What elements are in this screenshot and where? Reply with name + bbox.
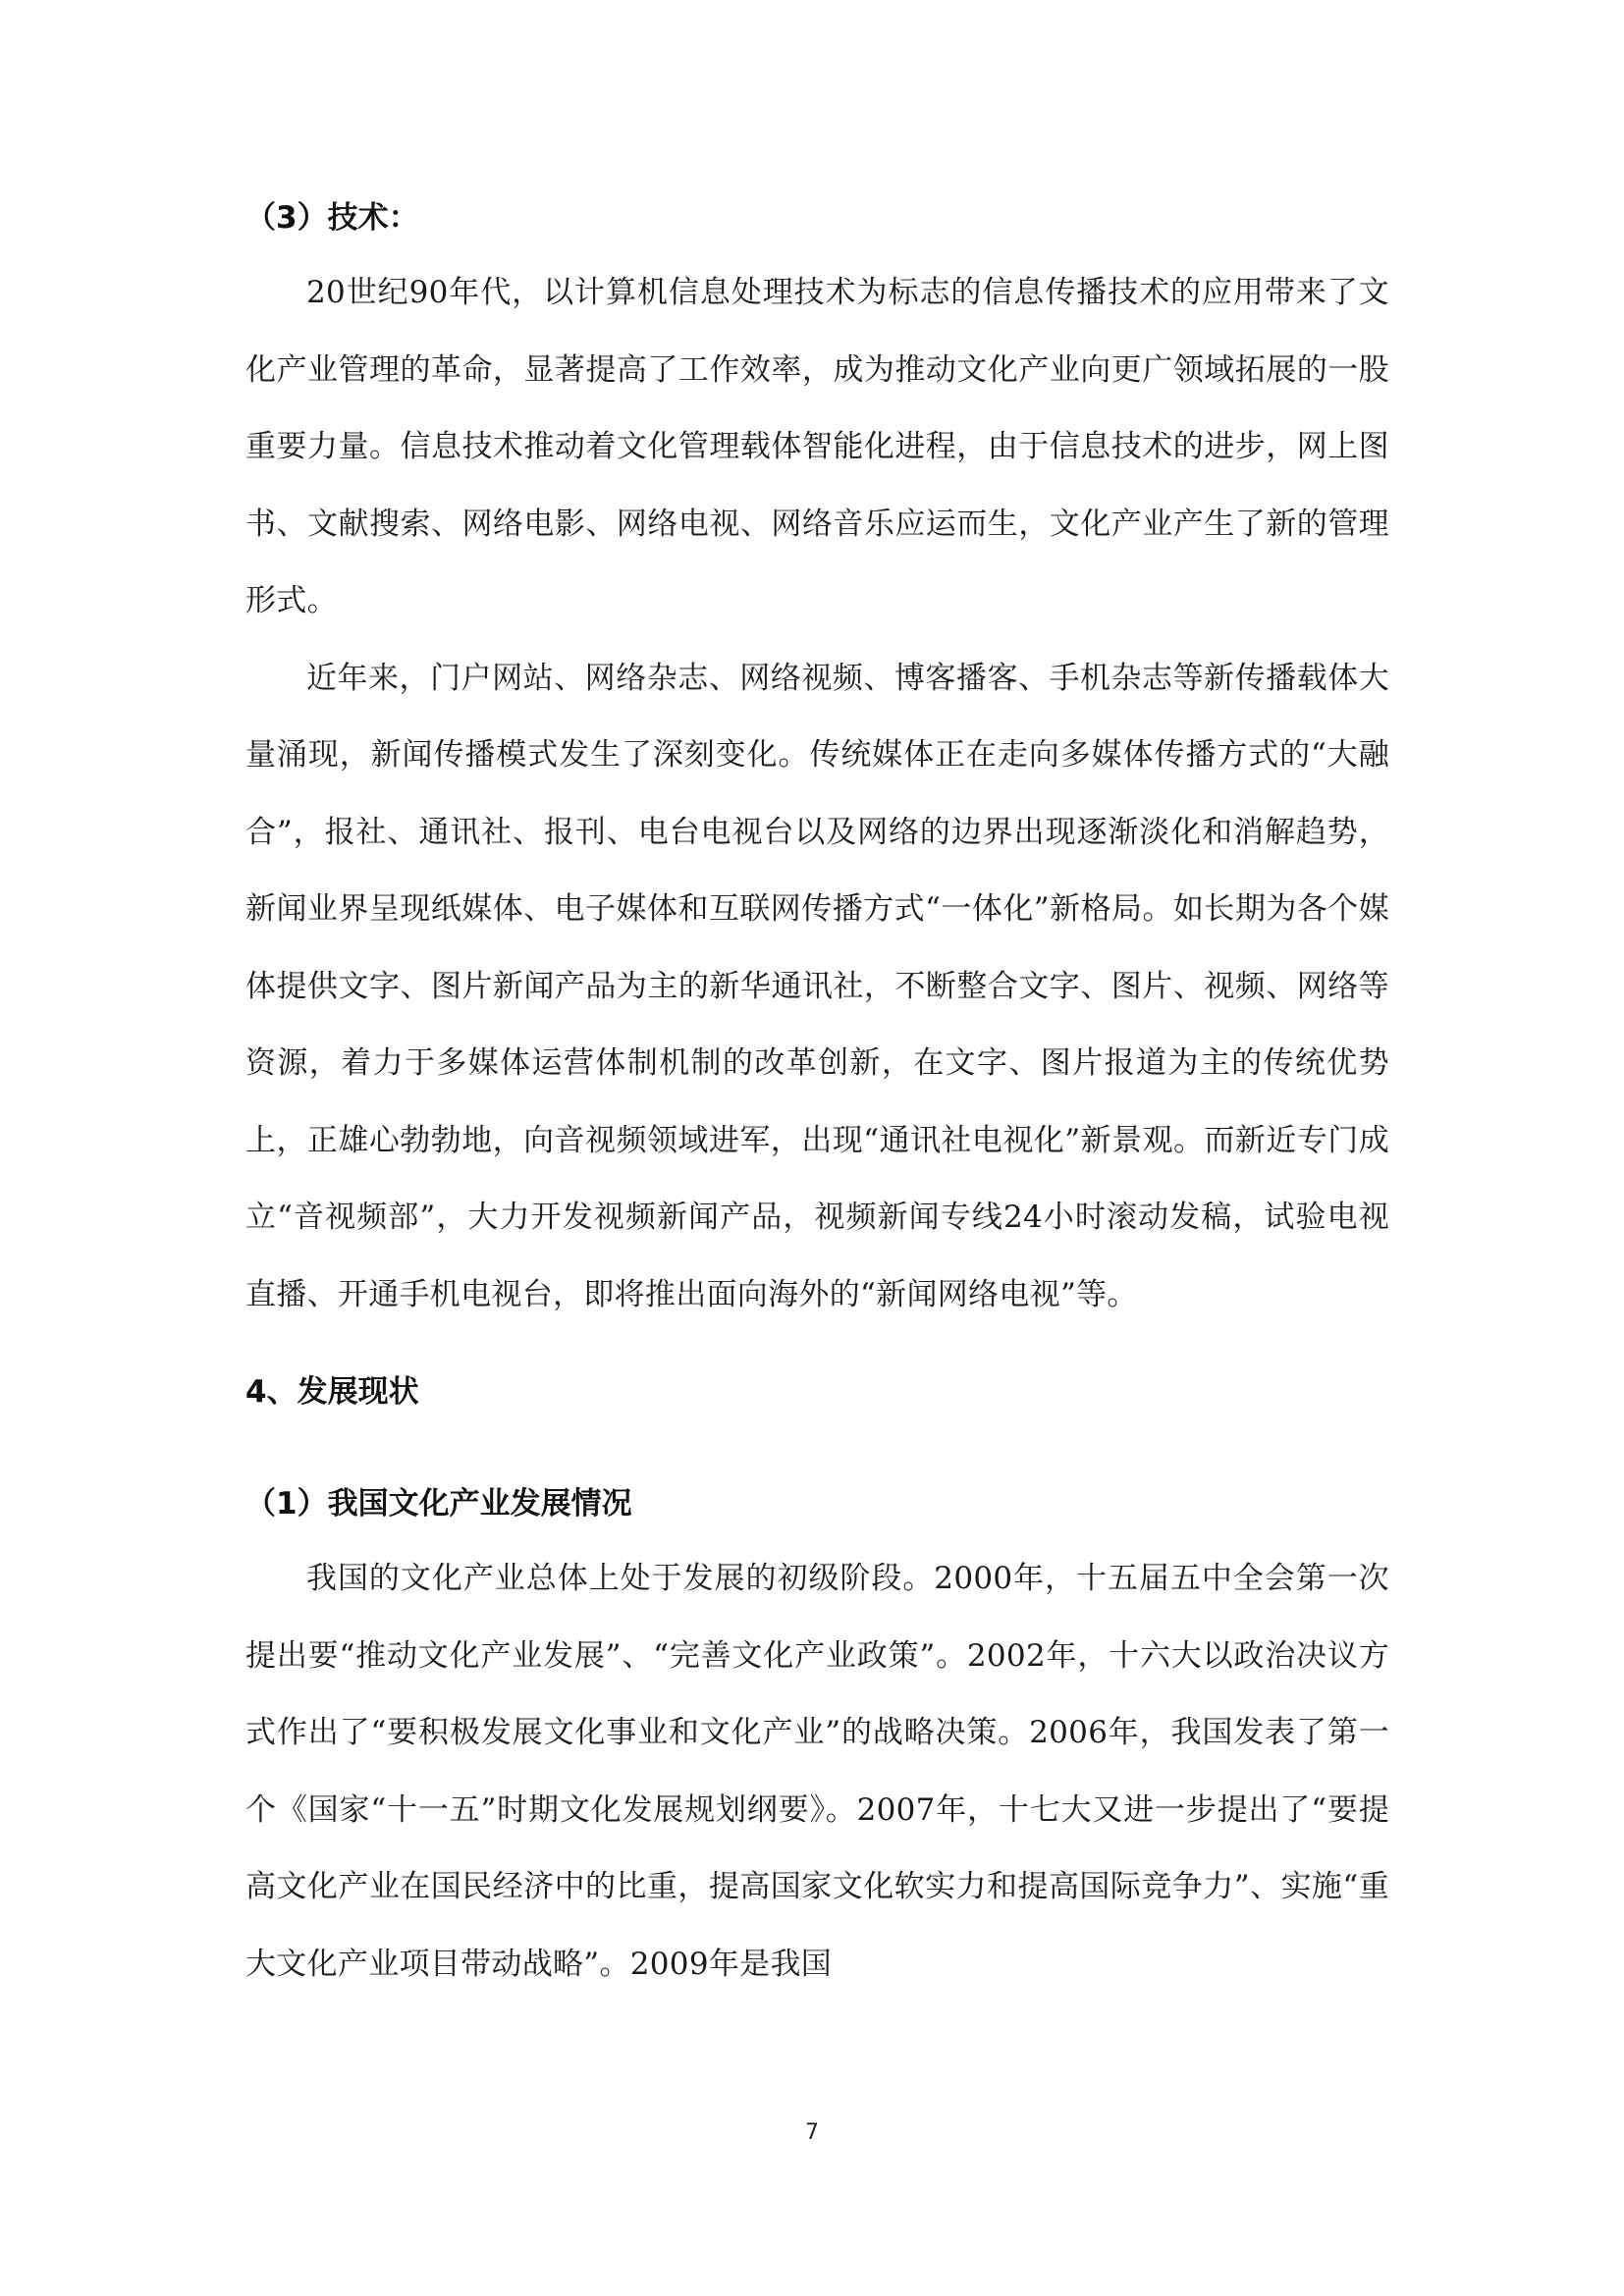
page-content [245, 196, 1389, 2002]
paragraph-china-development: 我国的文化产业总体上处于发展的初级阶段。2000年，十五届五中全会第一次提出要“推动文化产业发展”、“完善文化产业政策”。2002年，十六大以政治决议方式作出了“要积极发展文化事业和文化产业”的战略决策。2006年，我国发表了第一个《国家“十一五”时期文化发展规划纲要》。2007年，十七大又进一步提出了“要提高文化产业在国民经济中的比重，提高国家文化软实力和提高国际竞争力”、实施“重大文化产业项目带动战略”。2009年是我国 [245, 1561, 1389, 1982]
section-heading-china-development: （1）我国文化产业发展情况 [245, 1486, 632, 1522]
page-number: 7 [805, 2120, 819, 2145]
paragraph-new-media: 近年来，门户网站、网络杂志、网络视频、博客播客、手机杂志等新传播载体大量涌现，新闻传播模式发生了深刻变化。传统媒体正在走向多媒体传播方式的“大融合”，报社、通讯社、报刊、电台电视台以及网络的边界出现逐渐淡化和消解趋势，新闻业界呈现纸媒体、电子媒体和互联网传播方式“一体化”新格局。如长期为各个媒体提供文字、图片新闻产品为主的新华通讯社，不断整合文字、图片、视频、网络等资源，着力于多媒体运营体制机制的改革创新，在文字、图片报道为主的传统优势上，正雄心勃勃地，向音视频领域进军，出现“通讯社电视化”新景观。而新近专门成立“音视频部”，大力开发视频新闻产品，视频新闻专线24小时滚动发稿，试验电视直播、开通手机电视台，即将推出面向海外的“新闻网络电视”等。 [245, 660, 1389, 1312]
section-heading-technology: （3）技术： [245, 200, 419, 236]
paragraph-technology-intro: 20世纪90年代，以计算机信息处理技术为标志的信息传播技术的应用带来了文化产业管理的革命，显著提高了工作效率，成为推动文化产业向更广领域拓展的一股重要力量。信息技术推动着文化管理载体智能化进程，由于信息技术的进步，网上图书、文献搜索、网络电影、网络电视、网络音乐应运而生，文化产业产生了新的管理形式。 [245, 275, 1389, 618]
section-heading-current-status: 4、发展现状 [245, 1374, 419, 1410]
